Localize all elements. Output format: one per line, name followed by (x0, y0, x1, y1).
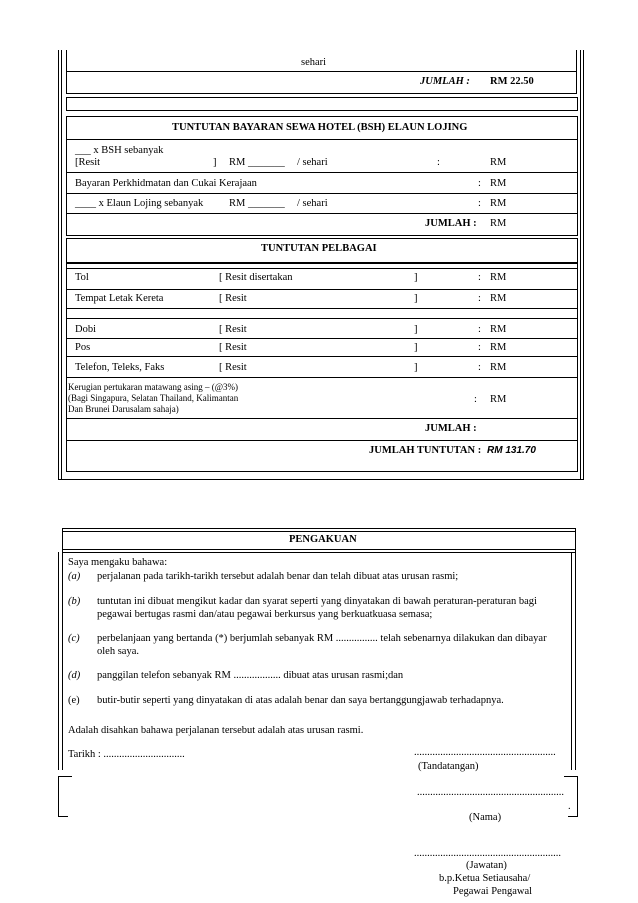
sehari-text: sehari (301, 57, 327, 68)
jawatan-label: (Jawatan) (466, 860, 507, 871)
tarikh-field: Tarikh : ............................... (68, 749, 185, 760)
item-line: panggilan telefon sebanyak RM .................. dibuat atas urusan rasmi;dan (97, 670, 404, 681)
rule (66, 71, 577, 72)
rm: RM (490, 324, 507, 335)
frame-top-inner (62, 531, 576, 532)
frame-right-outer (583, 50, 584, 480)
rm: RM (490, 198, 507, 209)
colon: : (478, 178, 481, 189)
rule (66, 338, 577, 339)
row-label-dobi: Dobi (75, 324, 96, 335)
row-resit: [ Resit (219, 293, 247, 304)
nama-line: ........................................................ (417, 787, 564, 798)
jumlah-label: JUMLAH : (420, 76, 470, 87)
rule (62, 549, 576, 550)
item-marker: (a) (68, 571, 81, 582)
colon: : (478, 198, 481, 209)
item-line: perjalanan pada tarikh-tarikh tersebut adalah benar dan telah dibuat atas urusan rasmi; (97, 571, 459, 582)
hotel-resit-open: [Resit (75, 157, 101, 168)
row-resit-close: ] (414, 293, 418, 304)
row-resit-close: ] (414, 324, 418, 335)
row-resit-close: ] (414, 342, 418, 353)
rule (66, 262, 577, 264)
frame-right-inner (580, 50, 581, 480)
spacer-box (66, 97, 578, 111)
item-line: pegawai bertugas rasmi dan/atau pegawai berkursus yang berkuatkuasa semasa; (97, 609, 433, 620)
item-marker: (e) (68, 695, 80, 706)
row-label-tol: Tol (75, 272, 89, 283)
row-resit: [ Resit (219, 324, 247, 335)
item-line: oleh saya. (97, 646, 139, 657)
colon: : (478, 362, 481, 373)
rule (66, 308, 577, 309)
row-resit: [ Resit disertakan (219, 272, 293, 283)
jumlah-tuntutan-value: RM 131.70 (487, 445, 536, 456)
row-label-pos: Pos (75, 342, 91, 353)
rm: RM (490, 178, 507, 189)
pengakuan-title: PENGAKUAN (289, 534, 357, 545)
rule (66, 213, 577, 214)
colon: : (478, 293, 481, 304)
rule (58, 776, 59, 816)
rule (66, 193, 577, 194)
rm: RM (490, 362, 507, 373)
rule (66, 139, 577, 140)
colon: : (478, 272, 481, 283)
rm: RM (490, 394, 507, 405)
hotel-bsh-rate: RM _______ (229, 157, 285, 168)
item-marker: (d) (68, 670, 81, 681)
rm: RM (490, 157, 507, 168)
colon: : (478, 342, 481, 353)
nama-dot: . (568, 801, 571, 812)
rule (568, 816, 578, 817)
pegawai-label: Pegawai Pengawal (453, 886, 533, 897)
kerugian-line-3: Dan Brunei Darusalam sahaja) (68, 404, 179, 414)
rule (58, 816, 68, 817)
hotel-jumlah-label: JUMLAH : (425, 218, 477, 229)
tandatangan-label: (Tandatangan) (418, 761, 479, 772)
item-line: tuntutan ini dibuat mengikut kadar dan syarat seperti yang dinyatakan di bawah peraturan-peraturan bagi (97, 596, 537, 607)
rm: RM (490, 293, 507, 304)
colon: : (474, 394, 477, 405)
pelbagai-jumlah-label: JUMLAH : (425, 423, 477, 434)
rule (575, 552, 576, 770)
hotel-lojing-rate: RM _______ (229, 198, 285, 209)
jumlah-tuntutan-label: JUMLAH TUNTUTAN : (369, 445, 482, 456)
hotel-cukai-label: Bayaran Perkhidmatan dan Cukai Kerajaan (75, 178, 257, 189)
rule (577, 776, 578, 816)
rule (58, 776, 72, 777)
row-label-parking: Tempat Letak Kereta (75, 293, 164, 304)
frame-left-outer (58, 50, 59, 480)
frame-top (62, 528, 576, 529)
pengakuan-intro: Saya mengaku bahawa: (68, 557, 168, 568)
rule (62, 552, 63, 770)
disahkan-text: Adalah disahkan bahawa perjalanan tersebut adalah atas urusan rasmi. (68, 725, 364, 736)
hotel-resit-close: ] (213, 157, 217, 168)
rule (66, 440, 577, 441)
item-line: butir-butir seperti yang dinyatakan di atas adalah benar dan saya bertanggungjawab terhadapnya. (97, 695, 504, 706)
colon: : (478, 324, 481, 335)
rule (571, 552, 572, 770)
rule (576, 50, 577, 94)
rule (66, 50, 67, 94)
hotel-bsh-sehari: / sehari (297, 157, 328, 168)
item-marker: (c) (68, 633, 80, 644)
rule (66, 93, 577, 94)
hotel-lojing-sehari: / sehari (297, 198, 328, 209)
kerugian-line-2: (Bagi Singapura, Selatan Thailand, Kalimantan (68, 393, 239, 403)
rule (66, 377, 577, 378)
rm: RM (490, 342, 507, 353)
row-label-telefon: Telefon, Teleks, Faks (75, 362, 165, 373)
row-resit-close: ] (414, 362, 418, 373)
frame-bottom (58, 479, 584, 480)
row-resit-close: ] (414, 272, 418, 283)
hotel-title: TUNTUTAN BAYARAN SEWA HOTEL (BSH) ELAUN LOJING (172, 122, 468, 133)
jumlah-value: RM 22.50 (490, 76, 534, 87)
hotel-bsh-count: ___ x BSH sebanyak (75, 145, 164, 156)
bp-label: b.p.Ketua Setiausaha/ (439, 873, 531, 884)
frame-left-inner (61, 50, 62, 480)
item-marker: (b) (68, 596, 81, 607)
jawatan-line: ........................................................ (414, 848, 561, 859)
rule (58, 552, 59, 770)
item-line: perbelanjaan yang bertanda (*) berjumlah sebanyak RM ................ telah sebenarnya dilakukan dan dibayar (97, 633, 547, 644)
rule (66, 418, 577, 419)
rule (66, 356, 577, 357)
rm: RM (490, 272, 507, 283)
rule (62, 552, 576, 553)
kerugian-line-1: Kerugian pertukaran matawang asing – (@3%) (68, 382, 238, 392)
colon: : (437, 157, 440, 168)
rule (564, 776, 578, 777)
pelbagai-title: TUNTUTAN PELBAGAI (261, 243, 377, 254)
nama-label: (Nama) (469, 812, 502, 823)
signature-line: ...................................................... (414, 747, 556, 758)
rm: RM (490, 218, 507, 229)
row-resit: [ Resit (219, 342, 247, 353)
hotel-lojing-label: ____ x Elaun Lojing sebanyak (75, 198, 204, 209)
row-resit: [ Resit (219, 362, 247, 373)
rule (66, 318, 577, 319)
rule (66, 172, 577, 173)
